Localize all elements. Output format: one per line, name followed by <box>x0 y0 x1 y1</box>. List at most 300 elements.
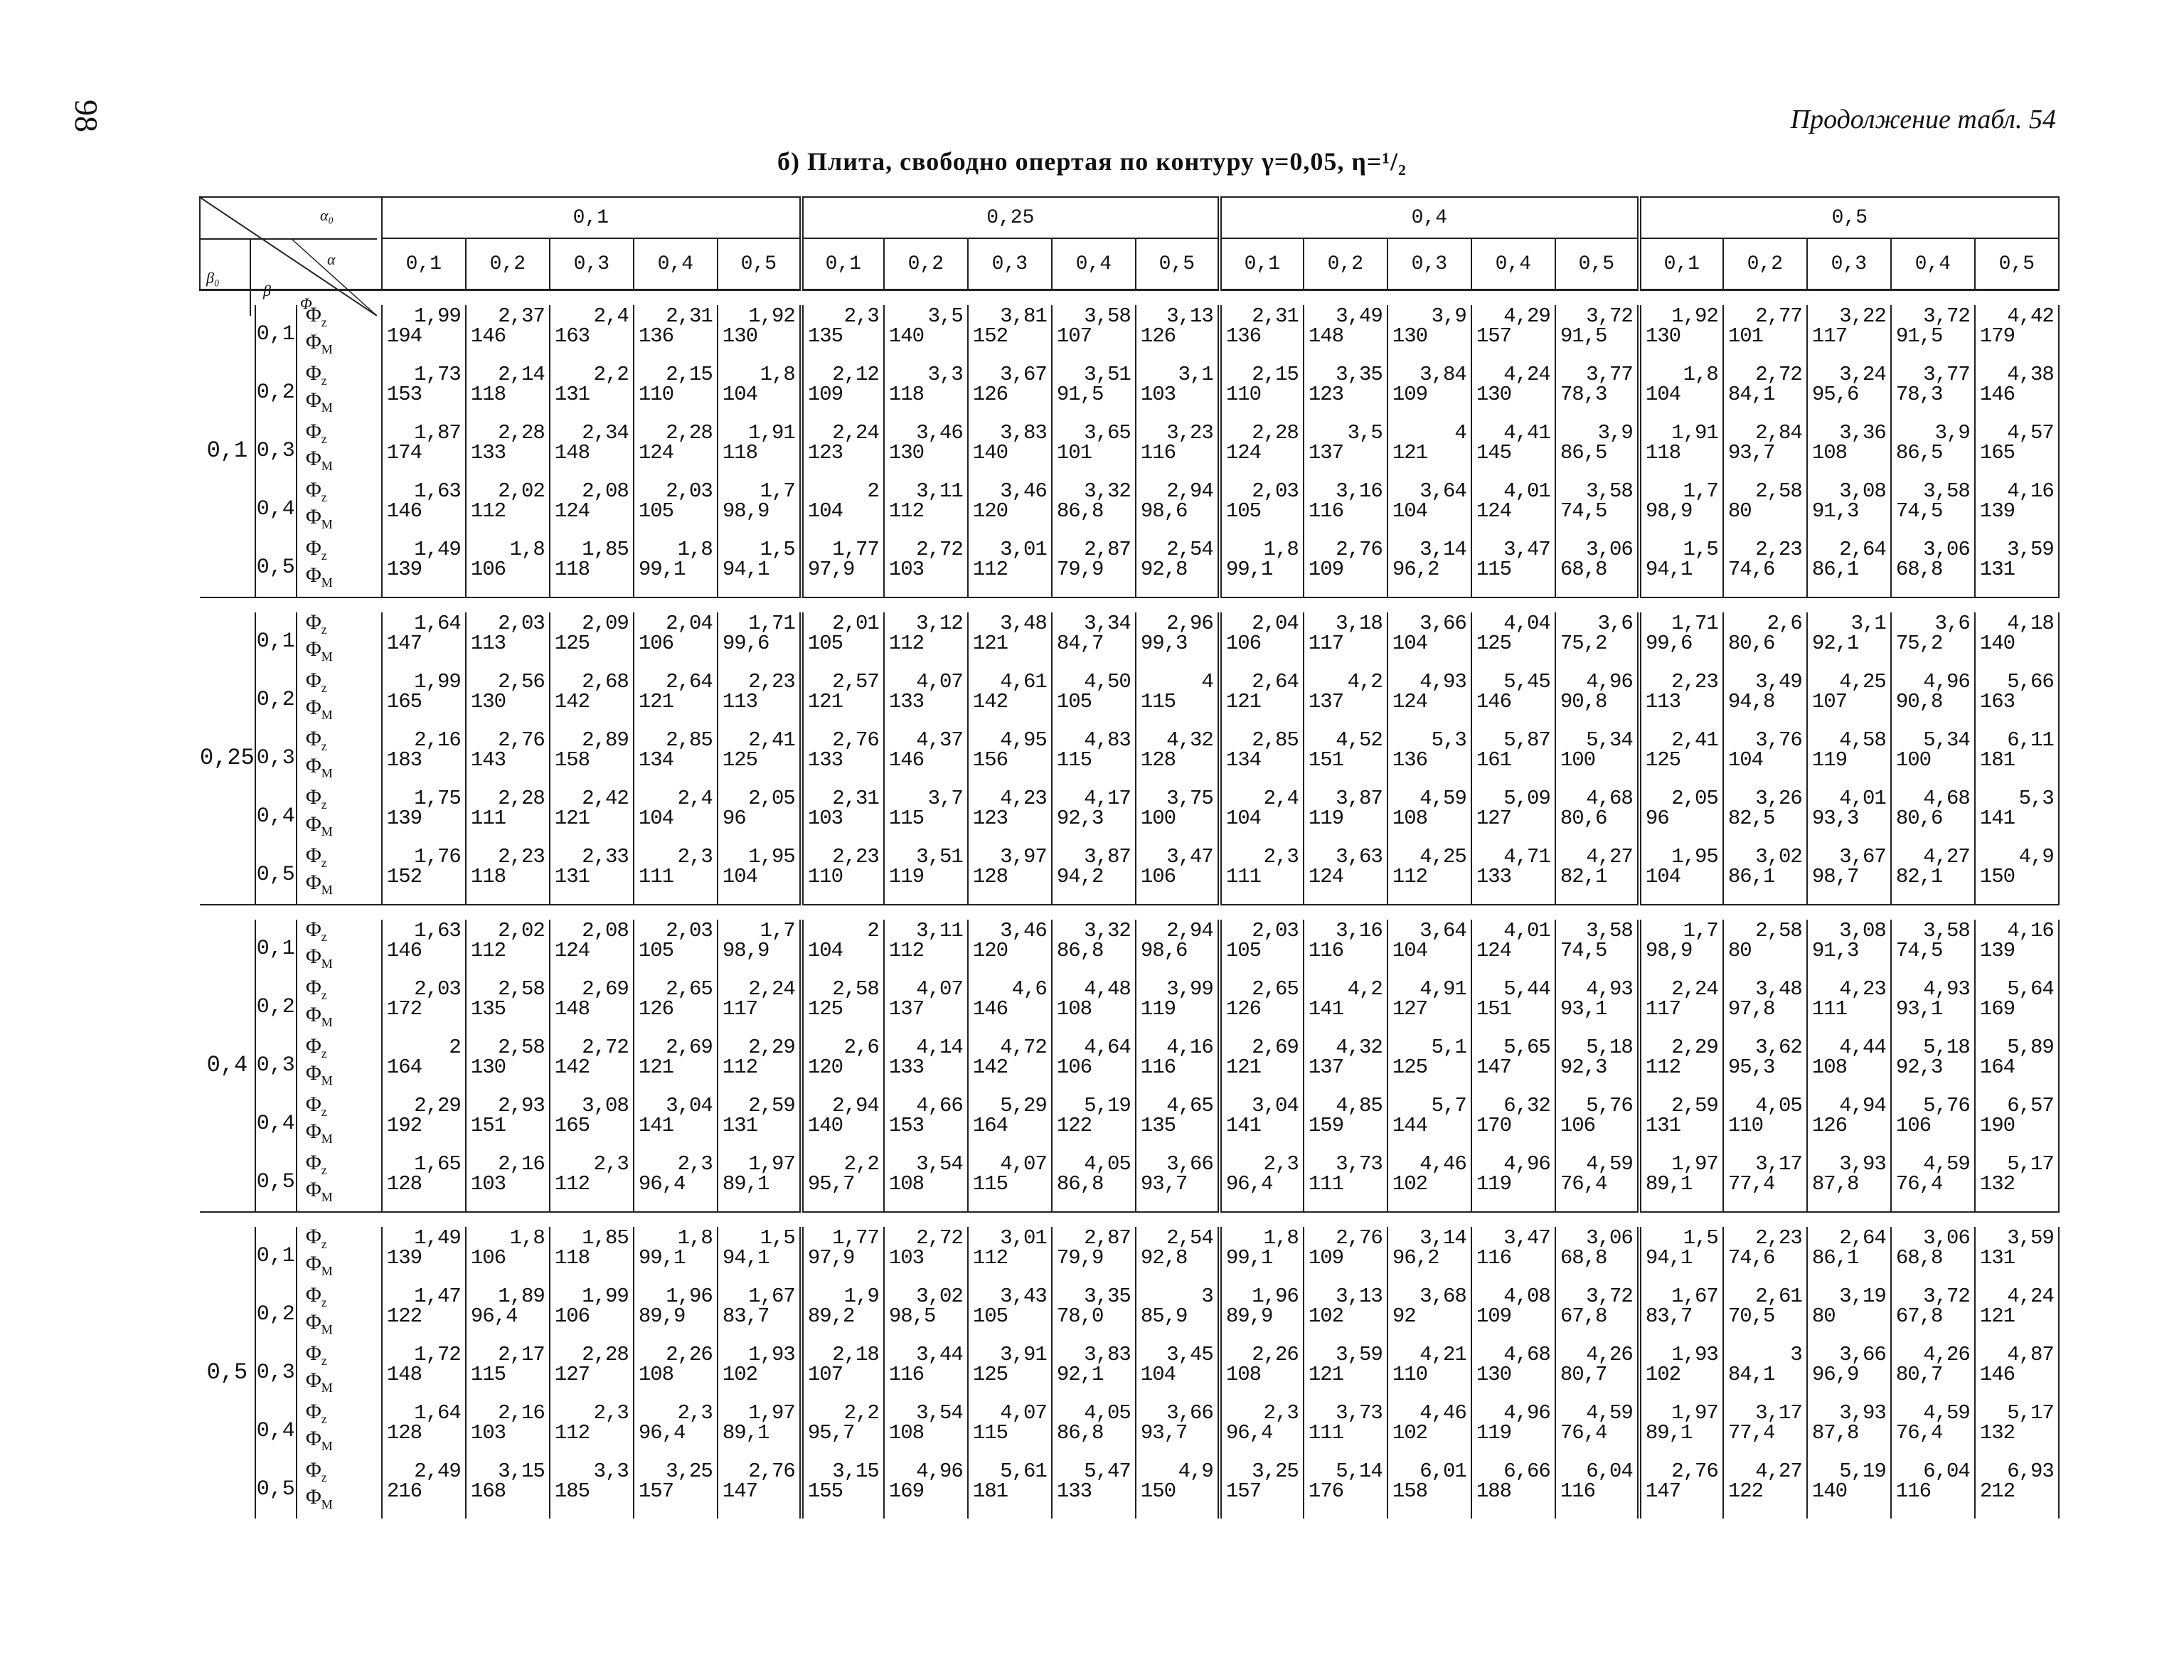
phi-m-value: 104 <box>1645 383 1681 406</box>
phi-m-value: 116 <box>1560 1479 1596 1503</box>
value-cell <box>1555 1344 1639 1402</box>
value-cell <box>1975 729 2059 787</box>
value-cell <box>884 671 968 729</box>
phi-m-label: $\Phi_M$ <box>305 696 333 722</box>
phi-m-value: 92 <box>1392 1304 1416 1328</box>
phi-z-value: 3 <box>1201 1285 1213 1308</box>
phi-m-value: 118 <box>554 1246 590 1270</box>
phi-m-value: 163 <box>554 324 590 348</box>
table-row <box>200 305 2059 363</box>
value-cell <box>1471 920 1555 978</box>
phi-m-value: 141 <box>638 1114 674 1137</box>
phi-z-value: 4,05 <box>1084 1152 1131 1176</box>
phi-z-value: 1,96 <box>666 1285 713 1308</box>
phi-z-value: 5,19 <box>1839 1460 1886 1483</box>
phi-z-value: 2,58 <box>832 977 879 1001</box>
phi-m-value: 190 <box>1979 1114 2015 1137</box>
phi-z-value: 5,34 <box>1586 728 1633 752</box>
phi-m-value: 120 <box>972 939 1008 962</box>
table-row <box>200 422 2059 480</box>
phi-m-value: 106 <box>1140 865 1176 888</box>
value-cell <box>1639 787 1723 846</box>
header-corner <box>200 197 382 312</box>
value-cell <box>466 1285 550 1344</box>
phi-z-value: 4 <box>1454 421 1466 445</box>
phi-m-value: 91,5 <box>1560 324 1607 348</box>
phi-m-value: 152 <box>972 324 1008 348</box>
phi-m-value: 123 <box>807 441 843 464</box>
phi-m-value: 134 <box>638 748 674 772</box>
value-cell <box>1555 1402 1639 1460</box>
phi-z-value: 4,96 <box>1503 1152 1550 1176</box>
value-cell <box>1387 305 1471 363</box>
phi-m-value: 115 <box>1140 690 1176 713</box>
phi-m-value: 112 <box>554 1421 590 1445</box>
phi-z-value: 4,94 <box>1839 1094 1886 1117</box>
phi-m-value: 86,8 <box>1056 1421 1104 1445</box>
phi-z-value: 1,93 <box>748 1343 795 1366</box>
beta-cell: 0,1 <box>255 920 297 978</box>
phi-z-value: 3,15 <box>498 1460 545 1483</box>
phi-z-value: 2,28 <box>498 421 545 445</box>
phi-m-value: 136 <box>1225 324 1262 348</box>
phi-m-value: 130 <box>1476 383 1512 406</box>
value-cell <box>466 1153 550 1212</box>
phi-m-value: 121 <box>1308 1363 1344 1386</box>
beta-cell: 0,4 <box>255 1095 297 1153</box>
table-row <box>200 671 2059 729</box>
beta-label: β <box>263 282 271 299</box>
phi-z-value: 2,64 <box>1839 538 1886 561</box>
phi-z-value: 3,08 <box>1839 919 1886 942</box>
value-cell <box>382 1227 466 1285</box>
phi-z-value: 2,12 <box>832 363 879 386</box>
phi-m-value: 94,1 <box>1645 1246 1693 1270</box>
phi-z-value: 3,72 <box>1586 304 1633 328</box>
phi-m-value: 139 <box>1979 939 2015 962</box>
value-cell <box>718 480 801 538</box>
phi-m-value: 158 <box>1392 1479 1428 1503</box>
value-cell <box>884 1036 968 1095</box>
value-cell <box>1639 1095 1723 1153</box>
table-row <box>200 1285 2059 1344</box>
phi-m-value: 89,2 <box>807 1304 855 1328</box>
value-cell <box>1052 920 1136 978</box>
phi-z-value: 1,71 <box>1671 612 1718 635</box>
phi-label-cell <box>297 538 382 597</box>
phi-m-value: 119 <box>888 865 925 888</box>
phi-m-value: 87,8 <box>1811 1421 1859 1445</box>
phi-label-cell <box>297 1460 382 1519</box>
phi-z-value: 2,15 <box>666 363 713 386</box>
phi-z-value: 2,31 <box>832 787 879 810</box>
phi-z-value: 1,95 <box>1671 845 1718 868</box>
phi-m-value: 74,5 <box>1895 499 1943 523</box>
value-cell <box>1891 480 1975 538</box>
phi-m-value: 89,1 <box>1645 1172 1693 1196</box>
value-cell <box>1555 363 1639 422</box>
phi-m-value: 92,8 <box>1140 1246 1188 1270</box>
phi-z-value: 4,68 <box>1586 787 1633 810</box>
phi-z-value: 5,44 <box>1503 977 1550 1001</box>
value-cell <box>968 1402 1052 1460</box>
phi-z-value: 2,28 <box>666 421 713 445</box>
phi-m-value: 74,5 <box>1560 499 1607 523</box>
value-cell <box>466 1036 550 1095</box>
phi-m-value: 112 <box>888 939 925 962</box>
phi-z-value: 3,35 <box>1084 1285 1131 1308</box>
value-cell <box>1220 1460 1304 1519</box>
coefficient-table <box>199 196 2060 1519</box>
phi-z-label: $\Phi_z$ <box>305 610 327 637</box>
value-cell <box>801 363 884 422</box>
value-cell <box>550 538 634 597</box>
phi-z-value: 4,41 <box>1503 421 1550 445</box>
value-cell <box>1220 363 1304 422</box>
phi-z-value: 3,08 <box>582 1094 629 1117</box>
phi-m-value: 68,8 <box>1560 558 1607 581</box>
phi-m-value: 132 <box>1979 1421 2015 1445</box>
value-cell <box>1723 422 1807 480</box>
phi-z-value: 2 <box>867 479 879 503</box>
value-cell <box>1723 729 1807 787</box>
phi-z-value: 1,97 <box>1671 1152 1718 1176</box>
value-cell <box>1639 538 1723 597</box>
phi-z-value: 3,04 <box>666 1094 713 1117</box>
value-cell <box>1975 1095 2059 1153</box>
phi-m-value: 153 <box>386 383 422 406</box>
value-cell <box>1304 363 1387 422</box>
phi-z-value: 2,3 <box>593 1401 629 1425</box>
value-cell <box>1136 729 1220 787</box>
phi-z-value: 4,58 <box>1839 728 1886 752</box>
phi-z-value: 2,68 <box>582 670 629 693</box>
phi-z-value: 3,72 <box>1586 1285 1633 1308</box>
value-cell <box>1304 480 1387 538</box>
phi-z-value: 3,25 <box>1252 1460 1299 1483</box>
phi-m-value: 105 <box>1225 939 1262 962</box>
phi-m-value: 105 <box>972 1304 1008 1328</box>
phi-z-value: 2,96 <box>1166 612 1213 635</box>
phi-m-value: 123 <box>1308 383 1344 406</box>
value-cell <box>466 422 550 480</box>
phi-z-value: 3,84 <box>1419 363 1466 386</box>
phi-m-value: 104 <box>722 865 758 888</box>
phi-m-value: 76,4 <box>1560 1421 1607 1445</box>
phi-z-value: 5,64 <box>2007 977 2054 1001</box>
phi-m-value: 131 <box>554 865 590 888</box>
phi-m-value: 142 <box>972 1056 1008 1079</box>
value-cell <box>968 480 1052 538</box>
phi-z-value: 5,47 <box>1084 1460 1131 1483</box>
phi-z-value: 2,24 <box>1671 977 1718 1001</box>
alpha-header: 0,5 <box>718 238 801 290</box>
value-cell <box>1975 480 2059 538</box>
phi-z-value: 3,17 <box>1755 1152 1802 1176</box>
phi-z-value: 1,77 <box>832 1226 879 1250</box>
value-cell <box>634 787 718 846</box>
alpha-header: 0,4 <box>1471 238 1555 290</box>
phi-m-value: 102 <box>1308 1304 1344 1328</box>
value-cell <box>550 480 634 538</box>
alpha-header: 0,2 <box>1723 238 1807 290</box>
phi-m-value: 104 <box>1392 499 1428 523</box>
value-cell <box>1136 480 1220 538</box>
phi-z-value: 1,72 <box>414 1343 461 1366</box>
value-cell <box>1891 978 1975 1036</box>
value-cell <box>1220 1036 1304 1095</box>
phi-m-value: 124 <box>554 499 590 523</box>
phi-z-value: 1,85 <box>582 538 629 561</box>
phi-m-value: 157 <box>1225 1479 1262 1503</box>
phi-m-value: 110 <box>638 383 674 406</box>
value-cell <box>1220 920 1304 978</box>
value-cell <box>1891 920 1975 978</box>
phi-m-value: 121 <box>554 807 590 830</box>
value-cell <box>1387 1036 1471 1095</box>
value-cell <box>634 920 718 978</box>
phi-z-value: 6,93 <box>2007 1460 2054 1483</box>
value-cell <box>1807 363 1891 422</box>
phi-m-value: 108 <box>1811 441 1848 464</box>
value-cell <box>968 305 1052 363</box>
value-cell <box>1052 729 1136 787</box>
phi-z-value: 4,42 <box>2007 304 2054 328</box>
value-cell <box>1304 846 1387 905</box>
value-cell <box>1471 978 1555 1036</box>
value-cell <box>1891 1153 1975 1212</box>
phi-m-value: 146 <box>888 748 925 772</box>
phi-z-value: 5,1 <box>1431 1036 1466 1059</box>
phi-z-value: 2,04 <box>1252 612 1299 635</box>
phi-z-value: 5,29 <box>1000 1094 1047 1117</box>
phi-m-value: 109 <box>1392 383 1428 406</box>
phi-m-value: 133 <box>888 690 925 713</box>
phi-z-value: 3,06 <box>1923 538 1970 561</box>
phi-m-value: 121 <box>1225 690 1262 713</box>
value-cell <box>801 978 884 1036</box>
phi-m-value: 137 <box>1308 441 1344 464</box>
phi-m-value: 68,8 <box>1560 1246 1607 1270</box>
beta-cell: 0,4 <box>255 787 297 846</box>
phi-m-value: 146 <box>470 324 506 348</box>
phi-m-value: 183 <box>386 748 422 772</box>
phi-z-value: 2,23 <box>498 845 545 868</box>
phi-z-label: $\Phi_z$ <box>305 1458 327 1484</box>
value-cell <box>1807 1227 1891 1285</box>
phi-z-value: 1,5 <box>760 538 795 561</box>
phi-z-value: 1,8 <box>1263 538 1299 561</box>
value-cell <box>1807 1344 1891 1402</box>
value-cell <box>634 1036 718 1095</box>
phi-m-value: 78,0 <box>1056 1304 1104 1328</box>
phi-z-value: 4,68 <box>1503 1343 1550 1366</box>
value-cell <box>718 1153 801 1212</box>
phi-m-value: 136 <box>638 324 674 348</box>
beta-cell: 0,1 <box>255 305 297 363</box>
value-cell <box>634 729 718 787</box>
value-cell <box>1387 846 1471 905</box>
phi-z-value: 5,87 <box>1503 728 1550 752</box>
phi-m-value: 103 <box>1140 383 1176 406</box>
phi-z-value: 4,24 <box>2007 1285 2054 1308</box>
phi-m-value: 118 <box>470 383 506 406</box>
phi-label-cell <box>297 1153 382 1212</box>
value-cell <box>1136 1095 1220 1153</box>
value-cell <box>382 1095 466 1153</box>
phi-z-value: 5,66 <box>2007 670 2054 693</box>
phi-z-value: 1,49 <box>414 538 461 561</box>
beta-cell: 0,5 <box>255 846 297 905</box>
value-cell <box>1220 846 1304 905</box>
phi-m-value: 107 <box>807 1363 843 1386</box>
phi-m-value: 118 <box>470 865 506 888</box>
phi-z-value: 2,69 <box>666 1036 713 1059</box>
table-row <box>200 920 2059 978</box>
phi-z-value: 2,3 <box>677 1401 713 1425</box>
phi-m-value: 79,9 <box>1056 1246 1104 1270</box>
phi-z-value: 2,6 <box>843 1036 879 1059</box>
phi-z-value: 2,6 <box>1767 612 1802 635</box>
phi-z-value: 5,14 <box>1336 1460 1383 1483</box>
phi-z-value: 5,18 <box>1923 1036 1970 1059</box>
value-cell <box>1304 1285 1387 1344</box>
phi-m-value: 150 <box>1979 865 2015 888</box>
phi-label-cell <box>297 1036 382 1095</box>
value-cell <box>1555 671 1639 729</box>
value-cell <box>968 846 1052 905</box>
value-cell <box>1052 1153 1136 1212</box>
phi-z-value: 2,87 <box>1084 1226 1131 1250</box>
phi-m-value: 109 <box>1476 1304 1512 1328</box>
phi-z-value: 1,7 <box>1683 919 1718 942</box>
value-cell <box>1975 538 2059 597</box>
phi-z-value: 2,89 <box>582 728 629 752</box>
phi-z-value: 2,09 <box>582 612 629 635</box>
value-cell <box>801 1402 884 1460</box>
phi-m-value: 84,1 <box>1727 1363 1775 1386</box>
phi-z-value: 3,46 <box>1000 919 1047 942</box>
phi-z-value: 2,15 <box>1252 363 1299 386</box>
value-cell <box>1136 671 1220 729</box>
phi-label-cell <box>297 480 382 538</box>
phi-z-value: 4,38 <box>2007 363 2054 386</box>
phi-z-value: 4,65 <box>1166 1094 1213 1117</box>
beta0-cell: 0,25 <box>200 745 255 771</box>
value-cell <box>1471 538 1555 597</box>
value-cell <box>1723 1402 1807 1460</box>
value-cell <box>1723 1227 1807 1285</box>
value-cell <box>1891 538 1975 597</box>
value-cell <box>466 729 550 787</box>
phi-m-value: 93,3 <box>1811 807 1859 830</box>
phi-z-value: 5,34 <box>1923 728 1970 752</box>
phi-z-value: 2,4 <box>593 304 629 328</box>
value-cell <box>1891 1402 1975 1460</box>
phi-m-value: 170 <box>1476 1114 1512 1137</box>
phi-z-label: $\Phi_z$ <box>305 420 327 446</box>
phi-m-value: 133 <box>470 441 506 464</box>
phi-m-value: 119 <box>1476 1172 1512 1196</box>
phi-m-value: 112 <box>1645 1056 1681 1079</box>
value-cell <box>1555 538 1639 597</box>
phi-m-value: 86,1 <box>1811 558 1859 581</box>
phi-z-value: 5,61 <box>1000 1460 1047 1483</box>
phi-m-value: 93,1 <box>1560 997 1607 1021</box>
phi-z-value: 4,52 <box>1336 728 1383 752</box>
phi-z-label: $\Phi_z$ <box>305 536 327 563</box>
phi-z-value: 4,44 <box>1839 1036 1886 1059</box>
phi-z-value: 3,25 <box>666 1460 713 1483</box>
beta-cell: 0,2 <box>255 671 297 729</box>
value-cell <box>634 846 718 905</box>
value-cell <box>1052 978 1136 1036</box>
value-cell <box>1891 1344 1975 1402</box>
phi-z-value: 2,58 <box>1755 479 1802 503</box>
value-cell <box>1471 787 1555 846</box>
phi-m-value: 86,8 <box>1056 499 1104 523</box>
phi-z-value: 3,16 <box>1336 919 1383 942</box>
value-cell <box>382 1402 466 1460</box>
phi-z-value: 2,58 <box>498 1036 545 1059</box>
phi-z-value: 3,58 <box>1923 919 1970 942</box>
value-cell <box>1975 1153 2059 1212</box>
value-cell <box>382 1036 466 1095</box>
phi-m-value: 90,8 <box>1560 690 1607 713</box>
phi-m-label: $\Phi_M$ <box>305 1120 333 1146</box>
value-cell <box>1136 363 1220 422</box>
value-cell <box>1471 1402 1555 1460</box>
phi-m-value: 192 <box>386 1114 422 1137</box>
phi-z-value: 3,32 <box>1084 919 1131 942</box>
phi-z-value: 1,92 <box>1671 304 1718 328</box>
phi-m-value: 120 <box>972 499 1008 523</box>
phi-m-value: 157 <box>638 1479 674 1503</box>
beta-cell: 0,3 <box>255 1036 297 1095</box>
phi-z-value: 2,03 <box>498 612 545 635</box>
phi-m-value: 133 <box>888 1056 925 1079</box>
value-cell <box>1471 363 1555 422</box>
phi-m-value: 111 <box>470 807 506 830</box>
phi-m-value: 124 <box>1476 499 1512 523</box>
beta-cell: 0,4 <box>255 1402 297 1460</box>
value-cell <box>718 363 801 422</box>
value-cell <box>634 538 718 597</box>
phi-m-value: 82,1 <box>1560 865 1607 888</box>
phi-z-label: $\Phi_z$ <box>305 918 327 944</box>
phi-z-value: 4,72 <box>1000 1036 1047 1059</box>
phi-z-value: 4,68 <box>1923 787 1970 810</box>
phi-z-value: 2,76 <box>832 728 879 752</box>
phi-z-value: 3,48 <box>1755 977 1802 1001</box>
table-row <box>200 787 2059 846</box>
value-cell <box>718 1095 801 1153</box>
phi-label-cell <box>297 1227 382 1285</box>
phi-m-value: 110 <box>1225 383 1262 406</box>
phi-m-value: 130 <box>470 690 506 713</box>
phi-m-value: 111 <box>1308 1172 1344 1196</box>
value-cell <box>1639 363 1723 422</box>
value-cell <box>1555 729 1639 787</box>
value-cell <box>1304 787 1387 846</box>
phi-z-value: 3,93 <box>1839 1401 1886 1425</box>
value-cell <box>1807 846 1891 905</box>
phi-z-value: 3,64 <box>1419 919 1466 942</box>
value-cell <box>1304 612 1387 671</box>
phi-m-value: 121 <box>1225 1056 1262 1079</box>
phi-m-value: 116 <box>1895 1479 1932 1503</box>
phi-m-value: 135 <box>470 997 506 1021</box>
